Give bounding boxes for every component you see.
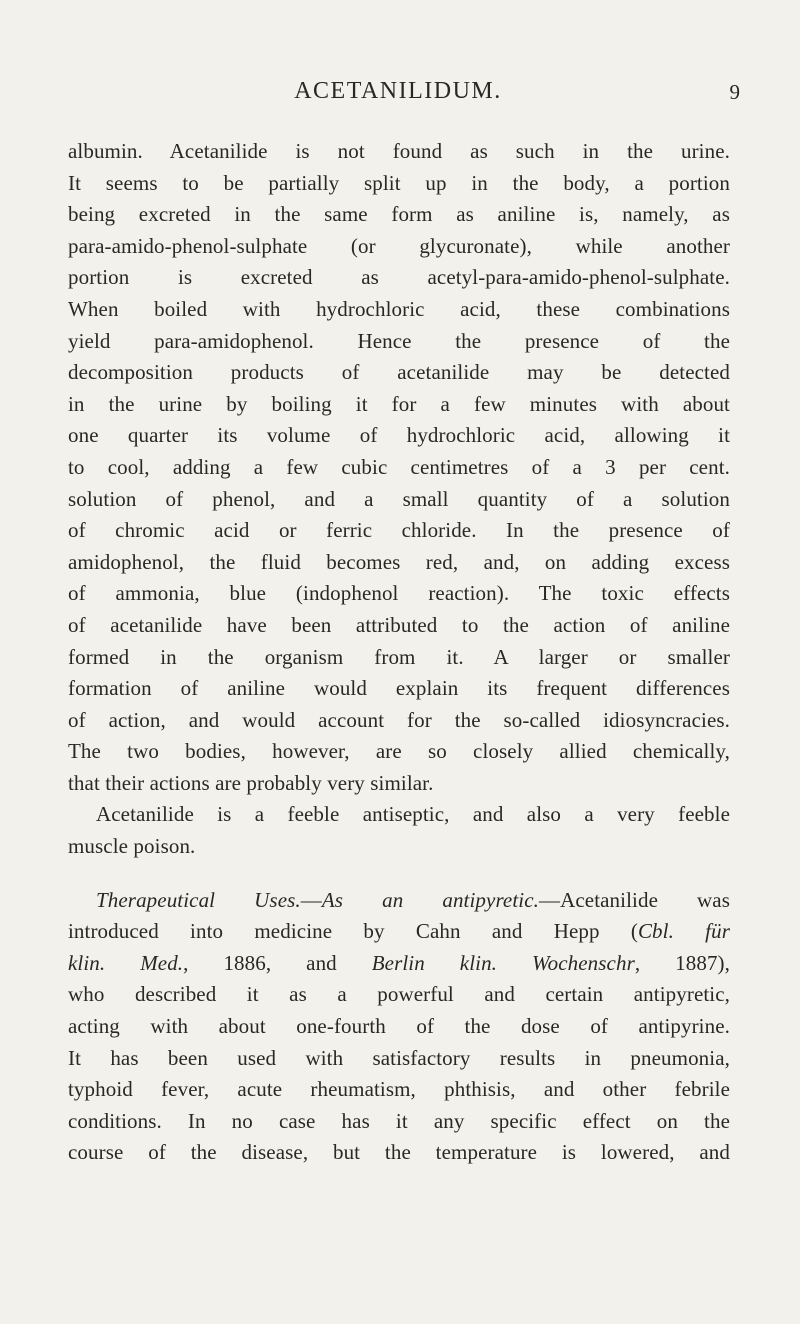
text-line: formed in the organism from it. A larger or smaller bbox=[68, 644, 730, 669]
text-line: who described it as a powerful and certain antipyretic, bbox=[68, 982, 730, 1007]
subsection-heading: As an antipyretic. bbox=[321, 887, 539, 912]
text-line: solution of phenol, and a small quantity of a solution bbox=[68, 486, 730, 511]
body-text bbox=[68, 136, 730, 1169]
paragraph-gap bbox=[68, 863, 730, 885]
text-line: When boiled with hydrochloric acid, these combinations bbox=[68, 296, 730, 321]
text-line: para-amido-phenol-sulphate (or glycuronate), while another bbox=[68, 233, 730, 258]
text-line: of ammonia, blue (indophenol reaction). The toxic effects bbox=[68, 581, 730, 606]
text-line: The two bodies, however, are so closely allied chemically, bbox=[68, 739, 730, 764]
citation-journal: Berlin klin. Wochenschr bbox=[371, 950, 635, 975]
text-line: to cool, adding a few cubic centimetres of a 3 per cent. bbox=[68, 454, 730, 479]
text-line: course of the disease, but the temperature is lowered, and bbox=[68, 1140, 730, 1165]
text-line bbox=[68, 916, 730, 948]
page-number: 9 bbox=[729, 80, 740, 104]
text-line: conditions. In no case has it any specific effect on the bbox=[68, 1108, 730, 1133]
text-fragment: introduced into medicine by Cahn and Hepp ( bbox=[68, 919, 638, 944]
text-line bbox=[68, 948, 730, 980]
page-header bbox=[68, 78, 740, 108]
text-line: muscle poison. bbox=[68, 834, 196, 859]
text-line: albumin. Acetanilide is not found as such in the urine. bbox=[68, 139, 730, 163]
text-line: acting with about one-fourth of the dose of antipyrine. bbox=[68, 1014, 730, 1039]
text-fragment: , 1887), bbox=[634, 950, 730, 975]
text-line: amidophenol, the fluid becomes red, and, on adding excess bbox=[68, 549, 730, 574]
text-line: being excreted in the same form as aniline is, namely, as bbox=[68, 202, 730, 227]
text-line: in the urine by boiling it for a few minutes with about bbox=[68, 391, 730, 416]
running-head: ACETANILIDUM. bbox=[294, 78, 502, 104]
text-line: of acetanilide have been attributed to the action of aniline bbox=[68, 612, 730, 637]
paragraph-therapeutic-uses bbox=[68, 885, 730, 1169]
text-line: yield para-amidophenol. Hence the presence of the bbox=[68, 328, 730, 353]
text-line: decomposition products of acetanilide may be detected bbox=[68, 360, 730, 385]
text-line: typhoid fever, acute rheumatism, phthisis, and other febrile bbox=[68, 1077, 730, 1102]
text-line: Acetanilide is a feeble antiseptic, and also a very feeble bbox=[96, 802, 730, 827]
text-fragment: , 1886, and bbox=[183, 950, 372, 975]
text-fragment: —Acetanilide was bbox=[539, 887, 730, 912]
text-line: that their actions are probably very similar. bbox=[68, 770, 434, 795]
section-heading: Therapeutical Uses. bbox=[96, 887, 301, 912]
text-line: of chromic acid or ferric chloride. In the presence of bbox=[68, 518, 730, 543]
paragraph-metabolism bbox=[68, 136, 730, 799]
text-line: portion is excreted as acetyl-para-amido-phenol-sulphate. bbox=[68, 265, 730, 290]
text-line: one quarter its volume of hydrochloric acid, allowing it bbox=[68, 423, 730, 448]
em-dash: — bbox=[300, 887, 322, 912]
citation-journal: klin. Med. bbox=[68, 950, 184, 975]
text-line bbox=[68, 885, 730, 917]
citation-journal: Cbl. für bbox=[637, 919, 730, 944]
text-line: formation of aniline would explain its frequent differences bbox=[68, 676, 730, 701]
text-line: It seems to be partially split up in the body, a portion bbox=[68, 170, 730, 195]
text-line: It has been used with satisfactory results in pneumonia, bbox=[68, 1045, 730, 1070]
text-line: of action, and would account for the so-called idiosyncracies. bbox=[68, 707, 730, 732]
paragraph-antiseptic bbox=[68, 799, 730, 862]
